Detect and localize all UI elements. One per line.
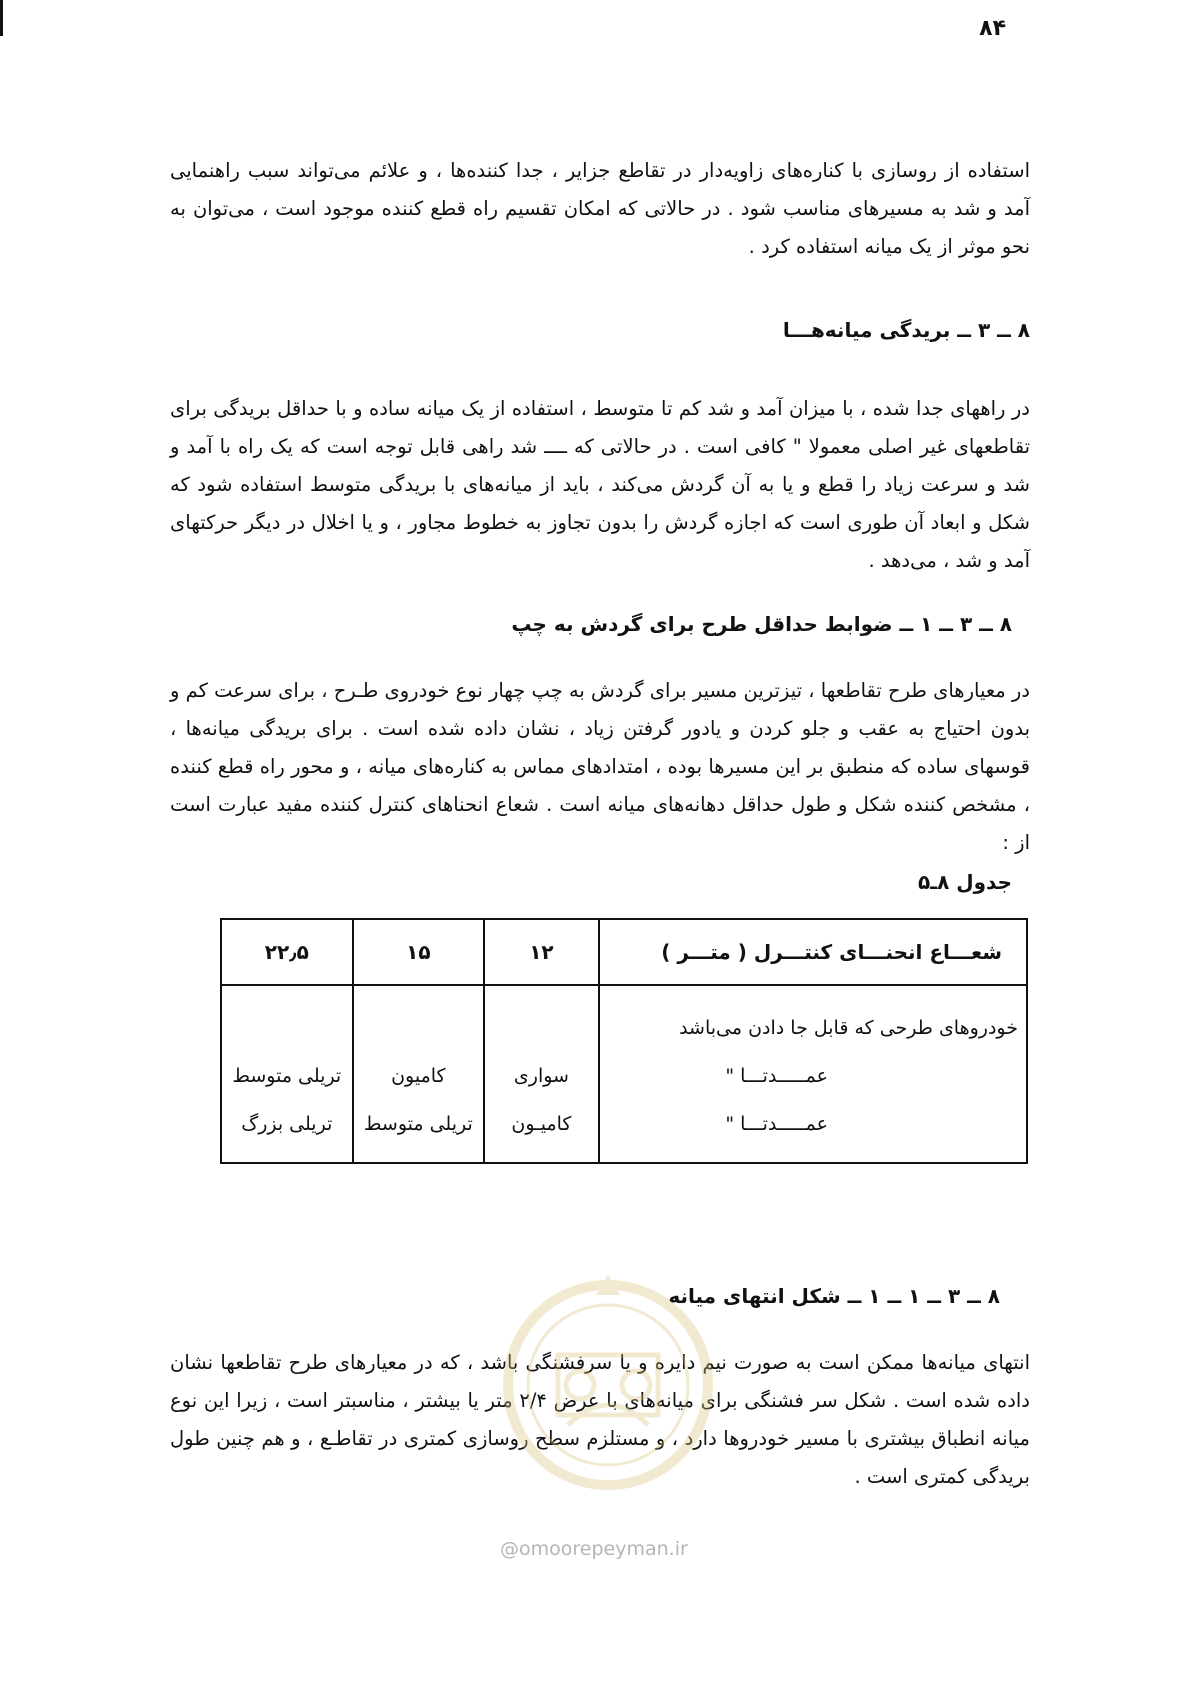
table-header-value-15: ۱۵ bbox=[353, 919, 485, 985]
table-header-value-12: ۱۲ bbox=[484, 919, 599, 985]
table-body-row bbox=[221, 985, 1027, 1163]
section-heading-left-turn-criteria: ۸ ــ ۳ ــ ۱ ــ ضوابط حداقل طرح برای گردش به چپ bbox=[511, 612, 1012, 636]
table-row-labels bbox=[599, 985, 1027, 1163]
page-edge-mark bbox=[0, 0, 3, 36]
table-header-value-22-5: ۲۲٫۵ bbox=[221, 919, 353, 985]
table-cell: تریلی متوسط bbox=[363, 1113, 473, 1135]
section-paragraph-left-turn-criteria: در معیارهای طرح تقاطعها ، تیزترین مسیر برای گردش به چپ چهار نوع خودروی طـرح ، برای سرعت کم و بدون احتیاج به عقب و جلو کردن و یادور گرفتن زیاد ، نشان داده شده است . برای بریدگی میانه‌ها ، قوسهای ساده که منطبق بر این مسیرها بوده ، امتدادهای مماس به کناره‌های میانه ، و محور راه قطع کننده ، مشخص کننده شکل و طول حداقل دهانه‌های میانه است . شعاع انحناهای کنترل کننده مفید عبارت است از : bbox=[170, 679, 1030, 854]
table-row-label-mainly-2: عمـــــدتـــا " bbox=[725, 1113, 828, 1135]
table-cell: تریلی بزرگ bbox=[241, 1113, 333, 1135]
section-heading-median-end-shape: ۸ ــ ۳ ــ ۱ ــ ۱ ــ شکل انتهای میانه bbox=[668, 1284, 1000, 1308]
table-row-label-mainly-1: عمـــــدتـــا " bbox=[725, 1065, 828, 1087]
table-caption: جدول ۸ـ۵ bbox=[918, 870, 1012, 894]
table-cell: سواری bbox=[513, 1065, 569, 1087]
section-paragraph-median-end-shape: انتهای میانه‌ها ممکن است به صورت نیم دایره و یا سرفشنگی باشد ، که در معیارهای طرح تقاطعها نشان داده شده است . شکل سر فشنگی برای میانه‌های با عرض ۲/۴ متر یا بیشتر ، مناسبتر است ، زیرا این نوع میانه انطباق بیشتری با مسیر خودروها دارد ، و مستلزم سطح روسازی کمتری در تقاطـع ، و هم چنین طول بریدگی کمتری است . bbox=[170, 1351, 1030, 1488]
table-row-title: خودروهای طرحی که قابل جا دادن می‌باشد bbox=[679, 1017, 1018, 1039]
watermark-url: @omoorepeyman.ir bbox=[500, 1538, 688, 1560]
control-radius-table bbox=[220, 918, 1028, 1164]
table-cell: تریلی متوسط bbox=[232, 1065, 342, 1087]
table-cell: کامیون bbox=[391, 1065, 446, 1087]
table-header-label: شعـــاع انحنـــای کنتـــرل ( متـــر ) bbox=[599, 919, 1027, 985]
table-column-15 bbox=[353, 985, 485, 1163]
section-paragraph-median-openings: در راههای جدا شده ، با میزان آمد و شد کم تا متوسط ، استفاده از یک میانه ساده و با حداقل بریدگی برای تقاطعهای غیر اصلی معمولا " کافی است . در حالاتی که ــــ شد راهی قابل توجه است که یک راه با آمد و شد و سرعت زیاد را قطع و یا به آن گردش می‌کند ، باید از میانه‌های با بریدگی متوسط استفاده شود که شکل و ابعاد آن طوری است که اجازه گردش را بدون تجاوز به خطوط مجاور ، و یا اخلال در دیگر حرکتهای آمد و شد ، می‌دهد . bbox=[170, 397, 1030, 572]
table-column-22-5 bbox=[221, 985, 353, 1163]
table-cell: کامیـون bbox=[511, 1113, 572, 1135]
page-number: ۸۴ bbox=[979, 16, 1006, 41]
table-column-12 bbox=[484, 985, 599, 1163]
table-header-row bbox=[221, 919, 1027, 985]
intro-paragraph: استفاده از روسازی با کناره‌های زاویه‌دار در تقاطع جزایر ، جدا کننده‌ها ، و علائم می‌تواند سبب راهنمایی آمد و شد به مسیرهای مناسب شود . در حالاتی که امکان تقسیم راه قطع کننده موجود است ، می‌توان به نحو موثر از یک میانه استفاده کرد . bbox=[170, 159, 1030, 258]
section-heading-median-openings: ۸ ــ ۳ ــ بریدگی میانه‌هـــا bbox=[782, 318, 1030, 342]
